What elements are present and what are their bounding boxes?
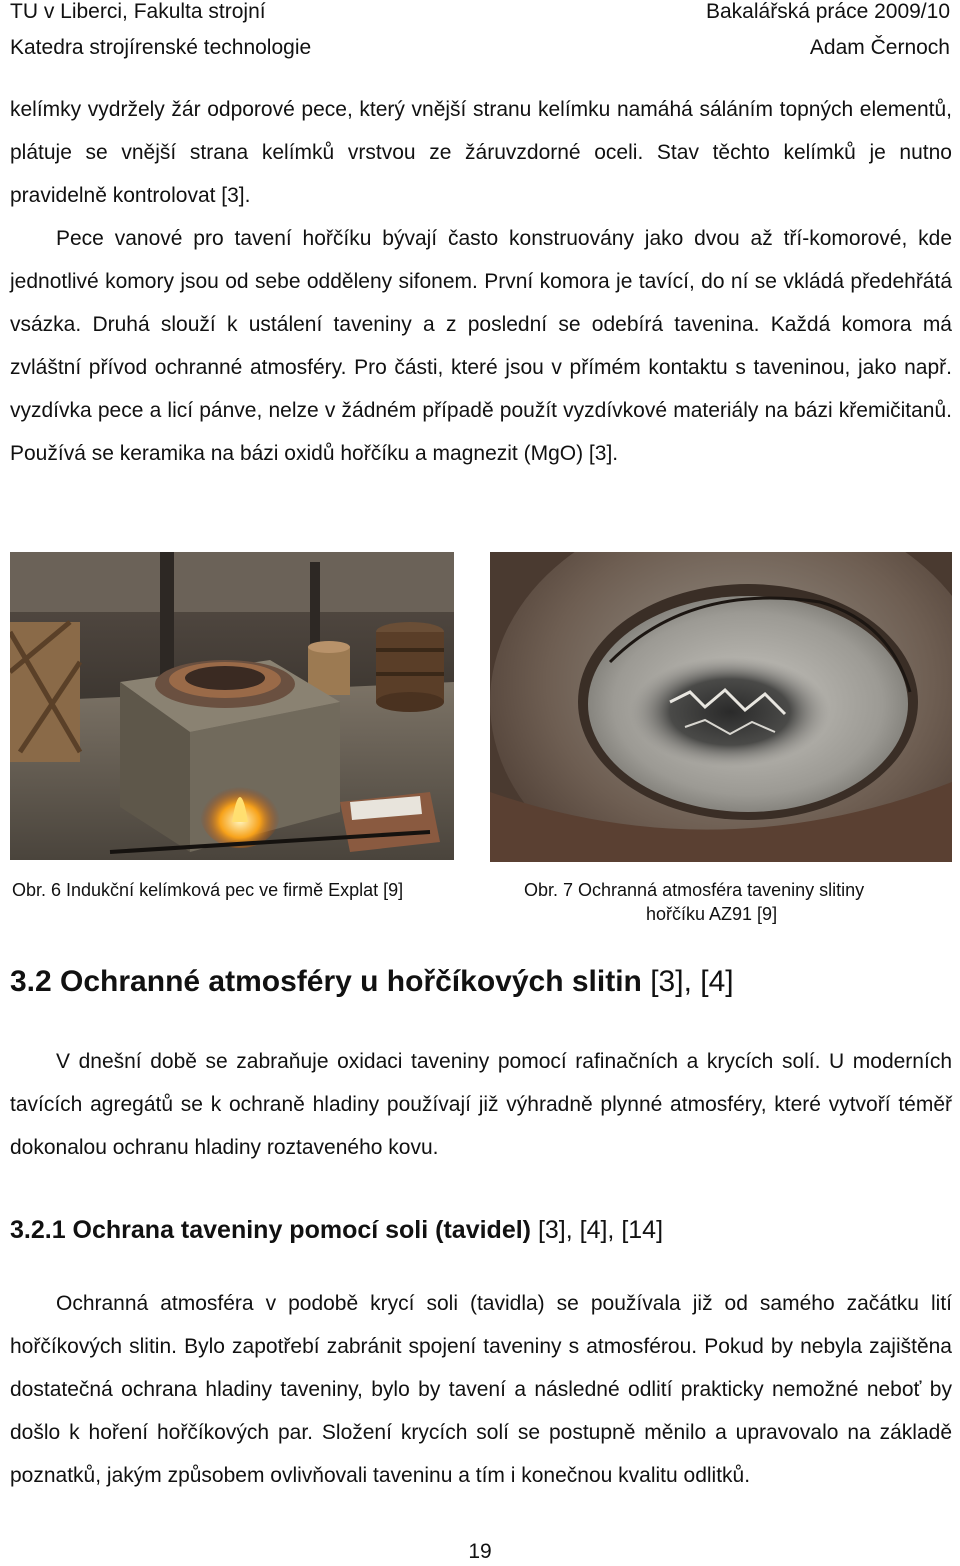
figure-7-caption-line-2: hořčíku AZ91 [9] xyxy=(646,904,778,924)
page-number: 19 xyxy=(468,1540,492,1563)
header-department: Katedra strojírenské technologie xyxy=(10,36,312,59)
paragraph-tank-furnaces: Pece vanové pro tavení hořčíku bývají často konstruovány jako dvou až tří-komorové, kde jednotlivé komory jsou od sebe odděleny sifonem. První komora je tavící, do ní se vkládá předehřátá vsázka. Druhá slouží k ustálení taveniny a z poslední se odebírá tavenina. Každá komora má zvláštní přívod ochranné atmosféry. Pro části, které jsou v přímém kontaktu s taveninou, jako např. vyzdívka pece a licí pánve, nelze v žádném případě použít vyzdívkové materiály na bázi křemičitanů. Používá se keramika na bázi oxidů hořčíku a magnezit (MgO) [3]. xyxy=(10,227,952,465)
header-thesis: Bakalářská práce 2009/10 xyxy=(706,0,950,23)
section-3-2-references: [3], [4] xyxy=(641,965,734,998)
melt-surface-illustration xyxy=(490,552,952,862)
section-3-2-heading xyxy=(10,962,734,1002)
furnace-photo-illustration xyxy=(10,552,454,860)
section-3-2-paragraph: V dnešní době se zabraňuje oxidaci taveniny pomocí rafinačních a krycích solí. U moderních tavících agregátů se k ochraně hladiny používají již výhradně plynné atmosféry, které vytvoří téměř dokonalou ochranu hladiny roztaveného kovu. xyxy=(10,1050,952,1159)
header-university: TU v Liberci, Fakulta strojní xyxy=(10,0,266,23)
figure-7-caption-line-1: Obr. 7 Ochranná atmosféra taveniny slitiny xyxy=(524,880,865,900)
section-3-2-1-heading xyxy=(10,1212,663,1248)
figure-6-furnace-photo xyxy=(10,552,454,860)
section-3-2-1-title: 3.2.1 Ochrana taveniny pomocí soli (tavidel) xyxy=(10,1216,531,1244)
section-3-2-1-references: [3], [4], [14] xyxy=(531,1216,664,1244)
section-3-2-title: 3.2 Ochranné atmosféry u hořčíkových slitin xyxy=(10,965,642,998)
paragraph-crucible-continuation: kelímky vydržely žár odporové pece, který vnější stranu kelímku namáhá sáláním topných elementů, plátuje se vnější strana kelímků vrstvou ze žáruvzdorné oceli. Stav těchto kelímků je nutno pravidelně kontrolovat [3]. xyxy=(10,98,952,207)
section-3-2-1-paragraph: Ochranná atmosféra v podobě krycí soli (tavidla) se používala již od samého začátku lití hořčíkových slitin. Bylo zapotřebí zabránit spojení taveniny s atmosférou. Pokud by nebyla zajištěna dostatečná ochrana hladiny taveniny, bylo by tavení a následné odlití prakticky nemožné neboť by došlo k hoření hořčíkových par. Složení krycích solí se postupně měnilo a upravovalo na základě poznatků, jakým způsobem ovlivňovali taveninu a tím i konečnou kvalitu odlitků. xyxy=(10,1292,952,1487)
header-author: Adam Černoch xyxy=(809,36,950,59)
figure-7-melt-photo xyxy=(490,552,952,862)
figure-6-caption: Obr. 6 Indukční kelímková pec ve firmě Explat [9] xyxy=(12,880,404,900)
